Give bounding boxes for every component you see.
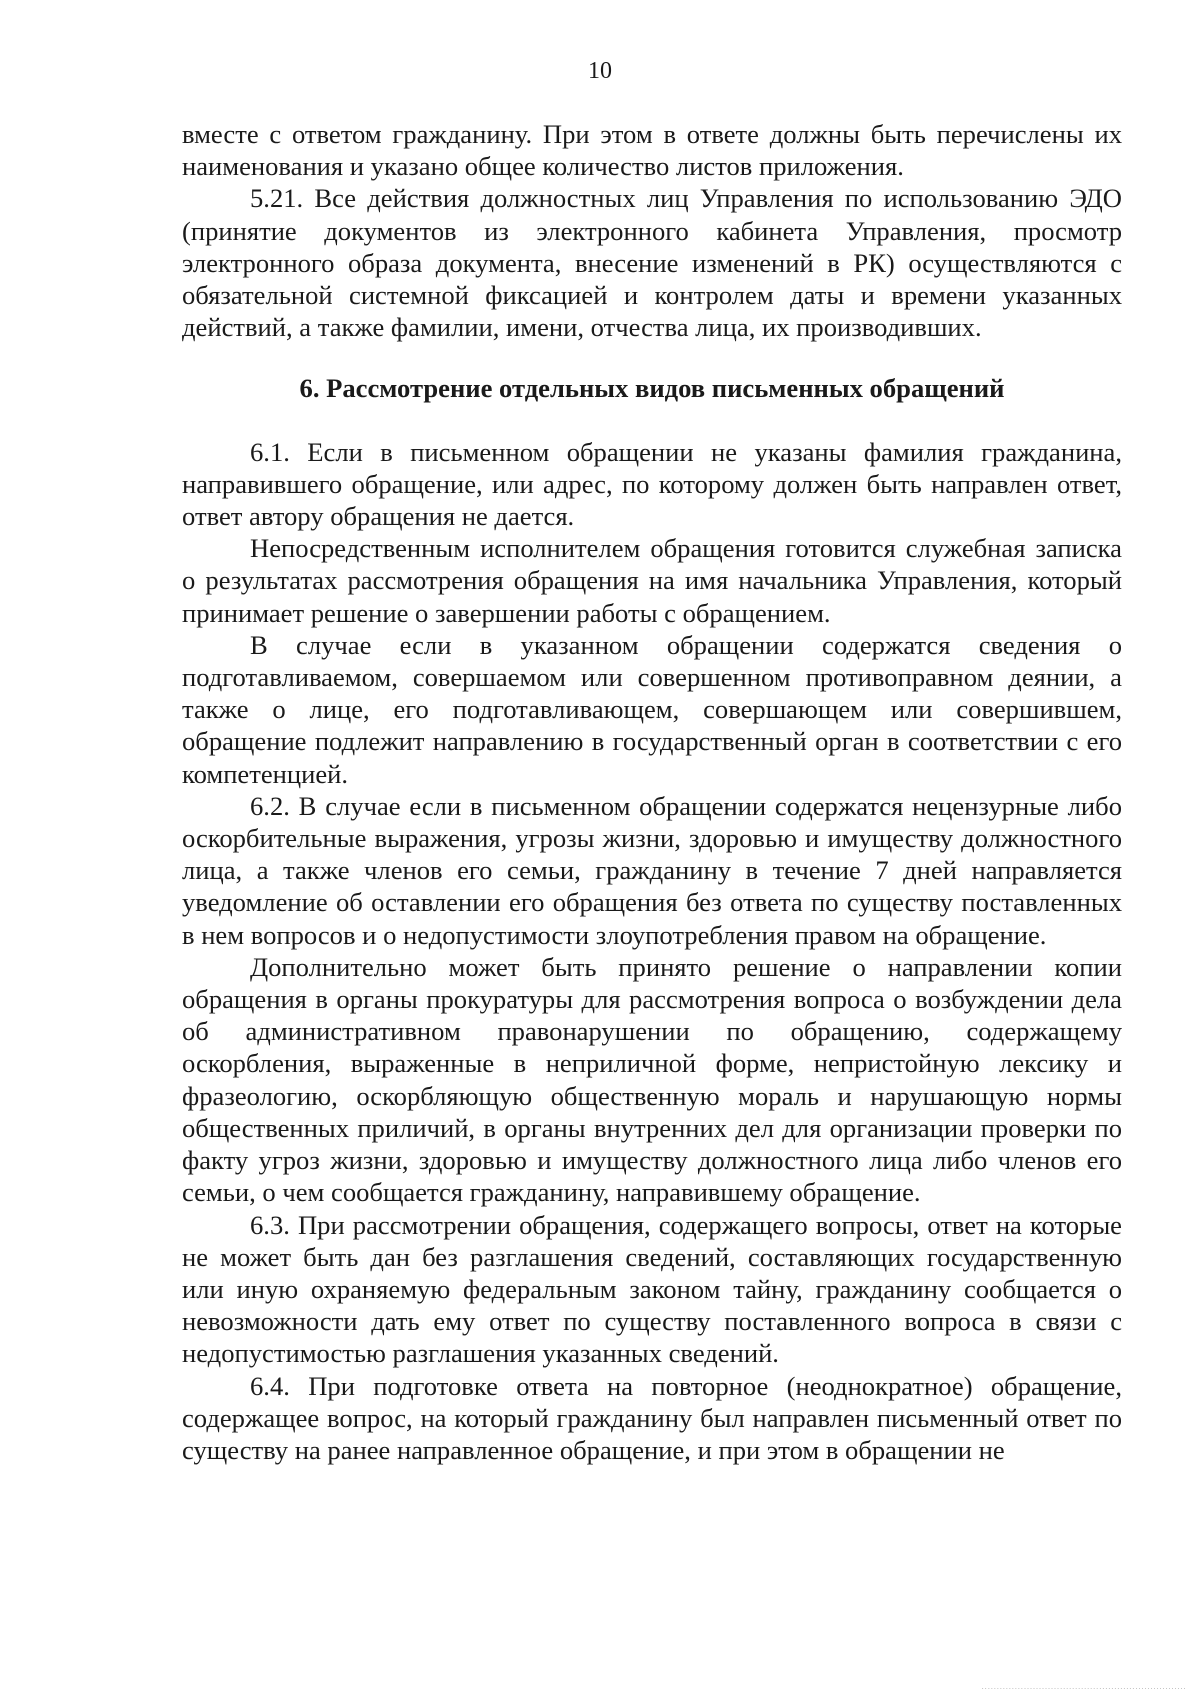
paragraph-6-1-memo: Непосредственным исполнителем обращения готовится служебная записка о результатах рассмотрения обращения на имя начальника Управления, который принимает решение о завершении работы с обращением. — [182, 533, 1122, 628]
scan-stamp: .................................................................... — [981, 1685, 1186, 1691]
paragraph-6-3: 6.3. При рассмотрении обращения, содержащего вопросы, ответ на которые не может быть дан без разглашения сведений, составляющих государственную или иную охраняемую федеральным законом тайну, гражданину сообщается о невозможности дать ему ответ по существу поставленного вопроса в связи с недопустимостью разглашения указанных сведений. — [182, 1209, 1122, 1369]
section-heading-6: 6. Рассмотрение отдельных видов письменных обращений — [299, 373, 1005, 404]
paragraph-continuation: вместе с ответом гражданину. При этом в ответе должны быть перечислены их наименования и указано общее количество листов приложения. — [182, 119, 1122, 182]
page-number: 10 — [588, 58, 612, 84]
document-body — [182, 118, 1122, 1466]
paragraph-6-1-crime: В случае если в указанном обращении содержатся сведения о подготавливаемом, совершаемом или совершенном противоправном деянии, а также о лице, его подготавливающем, совершающем или совершившем, обращение подлежит направлению в государственный орган в соответствии с его компетенцией. — [182, 629, 1122, 789]
paragraph-6-2-additional: Дополнительно может быть принято решение о направлении копии обращения в органы прокуратуры для рассмотрения вопроса о возбуждении дела об административном правонарушении по обращению, содержащему оскорбления, выраженные в неприличной форме, непристойную лексику и фразеологию, оскорбляющую общественную мораль и нарушающую нормы общественных приличий, в органы внутренних дел для организации проверки по факту угроз жизни, здоровью и имуществу должностного лица либо членов его семьи, о чем сообщается гражданину, направившему обращение. — [182, 951, 1122, 1208]
paragraph-6-4: 6.4. При подготовке ответа на повторное (неоднократное) обращение, содержащее вопрос, на который гражданину был направлен письменный ответ по существу на ранее направленное обращение, и при этом в обращении не — [182, 1370, 1122, 1465]
paragraph-6-1: 6.1. Если в письменном обращении не указаны фамилия гражданина, направившего обращение, или адрес, по которому должен быть направлен ответ, ответ автору обращения не дается. — [182, 436, 1122, 532]
paragraph-6-2: 6.2. В случае если в письменном обращении содержатся нецензурные либо оскорбительные выражения, угрозы жизни, здоровью и имуществу должностного лица, а также членов его семьи, гражданину в течение 7 дней направляется уведомление об оставлении его обращения без ответа по существу поставленных в нем вопросов и о недопустимости злоупотребления правом на обращение. — [182, 790, 1122, 950]
paragraph-5-21: 5.21. Все действия должностных лиц Управления по использованию ЭДО (принятие документов из электронного кабинета Управления, просмотр электронного образа документа, внесение изменений в РК) осуществляются с обязательной системной фиксацией и контролем даты и времени указанных действий, а также фамилии, имени, отчества лица, их производивших. — [182, 183, 1122, 343]
